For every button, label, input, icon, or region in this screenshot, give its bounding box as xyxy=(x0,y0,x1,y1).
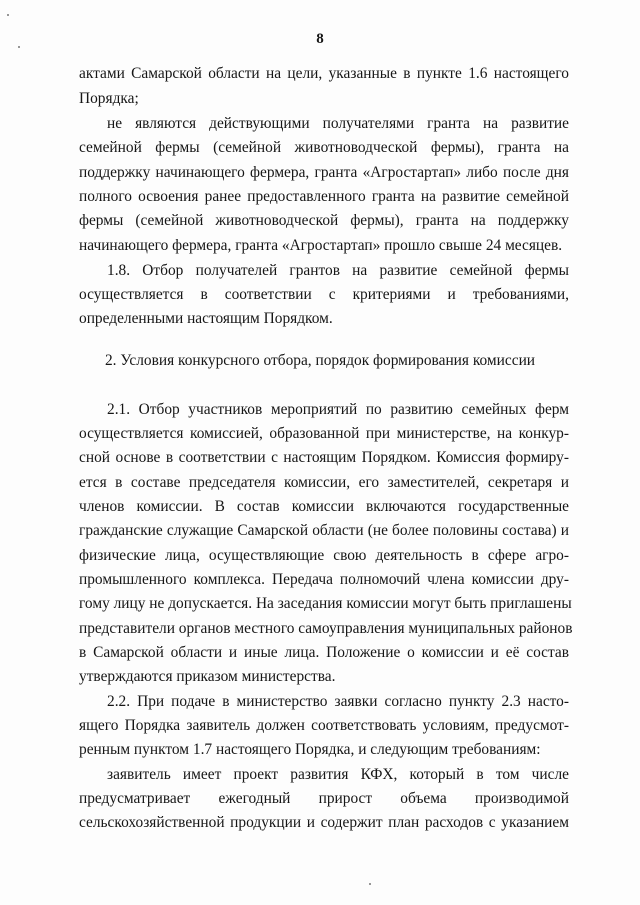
text-line: полного освоения ранее предоставленного гранта на развитие семейной xyxy=(79,188,569,205)
text-line: заявитель имеет проект развития КФХ, который в том числе xyxy=(107,766,569,783)
text-line: сельскохозяйственной продукции и содержит план расходов с указанием xyxy=(79,814,569,831)
text-line: 1.8. Отбор получателей грантов на развитие семейной фермы xyxy=(107,262,569,279)
text-line: семейной фермы (семейной животноводческой фермы), гранта на xyxy=(79,139,569,156)
text-line: поддержку начинающего фермера, гранта «Агростартап» либо после дня xyxy=(79,164,569,181)
scan-speck xyxy=(7,14,9,16)
text-line: предусматривает ежегодный прирост объема производимой xyxy=(79,790,569,807)
scan-speck xyxy=(369,883,371,885)
text-line: в Самарской области и иные лица. Положение о комиссии и её состав xyxy=(79,644,569,661)
text-line: 2.2. При подаче в министерство заявки согласно пункту 2.3 насто- xyxy=(107,693,569,710)
scan-speck xyxy=(18,46,20,48)
text-line: начинающего фермера, гранта «Агростартап» прошло свыше 24 месяцев. xyxy=(79,237,563,254)
text-line: осуществляется в соответствии с критериями и требованиями, xyxy=(79,286,569,303)
text-line: гражданские служащие Самарской области (не более половины состава) и xyxy=(79,522,569,539)
text-line: актами Самарской области на цели, указанные в пункте 1.6 настоящего xyxy=(79,65,569,82)
text-line: осуществляется комиссией, образованной при министерстве, на конкур- xyxy=(79,425,569,442)
text-line: представители органов местного самоуправления муниципальных районов xyxy=(79,620,573,637)
text-line: фермы (семейной животноводческой фермы), гранта на поддержку xyxy=(79,212,569,229)
text-line: Порядка; xyxy=(79,90,139,107)
text-line: гому лицу не допускается. На заседания комиссии могут быть приглашены xyxy=(79,595,572,612)
text-line: ется в составе председателя комиссии, его заместителей, секретаря и xyxy=(79,474,569,491)
text-line: ящего Порядка заявитель должен соответствовать условиям, предусмот- xyxy=(79,717,569,734)
text-line: физические лица, осуществляющие свою деятельность в сфере агро- xyxy=(79,547,569,564)
text-line: не являются действующими получателями гранта на развитие xyxy=(107,115,569,132)
text-line: членов комиссии. В состав комиссии включаются государственные xyxy=(79,498,569,515)
text-line: промышленного комплекса. Передача полномочий члена комиссии дру- xyxy=(79,571,569,588)
text-line: утверждаются приказом министерства. xyxy=(79,668,336,685)
section-heading: 2. Условия конкурсного отбора, порядок формирования комиссии xyxy=(104,352,536,369)
text-line: сной основе в соответствии с настоящим Порядком. Комиссия формиру- xyxy=(79,449,569,466)
text-line: 2.1. Отбор участников мероприятий по развитию семейных ферм xyxy=(107,401,569,418)
text-line: определенными настоящим Порядком. xyxy=(79,310,333,327)
page-number: 8 xyxy=(316,31,324,47)
text-line: ренным пунктом 1.7 настоящего Порядка, и следующим требованиям: xyxy=(79,741,541,758)
